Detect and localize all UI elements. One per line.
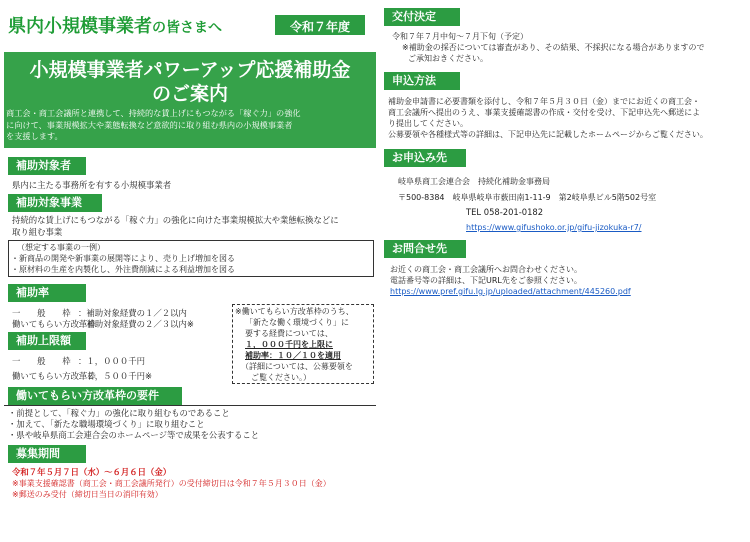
banner-description [6,108,374,143]
rate-heading: 補助率 [8,284,86,302]
banner-desc-line1: 商工会・商工会議所と連携して、持続的な賃上げにもつながる「稼ぐ力」の強化 [6,108,301,118]
banner-title [4,58,376,106]
apply-line: 公募要領や各種様式等の詳細は、下記申込先に記載したホームページからご覧ください。 [388,130,708,139]
example-item: ・原材料の生産を内製化し、外注費削減による利益増加を図る [11,265,235,274]
apply-heading: 申込方法 [384,72,460,90]
project-text-line1: 持続的な賃上げにもつながる「稼ぐ力」の強化に向けた事業規模拡大や業態転換などに [12,215,339,225]
project-heading: 補助対象事業 [8,194,102,212]
reform-item: ・加えて、「新たな職場環境づくり」に取り組むこと [8,419,205,429]
decision-line: ご承知おきください。 [408,54,488,63]
reform-heading: 働いてもらい方改革枠の要件 [8,387,182,405]
destination-tel: TEL 058-201-0182 [466,207,544,217]
reform-item: ・県や岐阜県商工会連合会のホームページ等で成果を公表すること [8,430,260,440]
divider [4,405,376,406]
contact-heading: お問合せ先 [384,240,466,258]
rate-row2-label: 働いてもらい方改革枠 [12,319,96,329]
limit-row2-label: 働いてもらい方改革枠 [12,371,96,381]
page-title-main: 県内小規模事業者 [8,16,152,37]
note-line: ご覧ください。） [251,373,311,382]
limit-row1-label: 一 般 枠 [12,356,71,366]
apply-line: り提出してください。 [388,119,468,128]
limit-row1-value: ：１，０００千円 [78,356,145,366]
destination-link[interactable]: https://www.gifushoko.or.jp/gifu-jizokuka-r7/ [466,223,642,232]
period-heading: 募集期間 [8,445,86,463]
banner-title-line2: のご案内 [151,83,228,105]
note-line: （詳細については、公募要領を [241,362,353,371]
note-line: 「新たな働く環境づくり」に [245,318,349,327]
decision-line: ※補助金の採否については審査があり、その結果、不採択になる場合がありますので [402,43,705,52]
destination-address: 〒500-8384 岐阜県岐阜市薮田南1-11-9 第2岐阜県ビル5階502号室 [398,193,657,202]
decision-line: 令和７年７月中旬～７月下旬（予定） [392,32,528,41]
note-line-emphasis: １，０００千円を上限に [245,340,333,349]
example-box [8,240,374,277]
example-item: ・新商品の開発や新事業の展開等により、売り上げ増加を図る [11,254,235,263]
apply-line: 補助金申請書に必要書類を添付し、令和７年５月３０日（金）までにお近くの商工会・ [388,97,700,106]
contact-link[interactable]: https://www.pref.gifu.lg.jp/uploaded/attachment/445260.pdf [390,287,631,296]
page-title [8,12,222,38]
period-dates: 令和７年５月７日（水）～６月６日（金） [12,467,172,477]
reform-item: ・前提として、「稼ぐ力」の強化に取り組むものであること [8,408,230,418]
target-heading: 補助対象者 [8,157,86,175]
project-text-line2: 取り組む事業 [12,227,63,237]
banner-desc-line2: に向けて、事業規模拡大や業態転換など意欲的に取り組む県内の小規模事業者 [6,119,293,130]
year-badge: 令和７年度 [275,15,365,35]
contact-line: お近くの商工会・商工会議所へお問合わせください。 [390,265,582,274]
title-banner [4,52,376,148]
banner-title-line1: 小規模事業者パワーアップ応援補助金 [29,59,351,81]
destination-org: 岐阜県商工会連合会 持続化補助金事務局 [398,177,550,186]
rate-row1-label: 一 般 枠 [12,308,71,318]
limit-heading: 補助上限額 [8,332,86,350]
decision-heading: 交付決定 [384,8,460,26]
contact-line: 電話番号等の詳細は、下記URL先をご参照ください。 [390,276,582,285]
page-title-suffix: の皆さまへ [152,20,222,36]
rate-row1-value: ：補助対象経費の１／２以内 [78,308,187,318]
period-note: ※事業支援確認書（商工会・商工会議所発行）の受付締切日は令和７年５月３０日（金） [12,479,331,488]
destination-heading: お申込み先 [384,149,466,167]
special-rate-note [232,304,374,384]
banner-desc-line3: を支援します。 [6,131,63,141]
example-box-title: （想定する事業の一例） [17,243,105,252]
period-note: ※郵送のみ受付（締切日当日の消印有効） [12,490,163,499]
limit-row2-value: ：２，５００千円※ [78,371,153,381]
rate-row2-value: ：補助対象経費の２／３以内※ [78,319,194,329]
note-line: ※働いてもらい方改革枠のうち、 [235,307,354,316]
note-line-emphasis: 補助率：１０／１０を適用 [245,351,341,360]
target-text: 県内に主たる事務所を有する小規模事業者 [12,180,172,190]
apply-line: 商工会議所へ提出のうえ、事業支援確認書の作成・交付を受け、下記申込先へ郵送によ [388,108,701,117]
note-line: 要する経費については、 [245,329,333,338]
